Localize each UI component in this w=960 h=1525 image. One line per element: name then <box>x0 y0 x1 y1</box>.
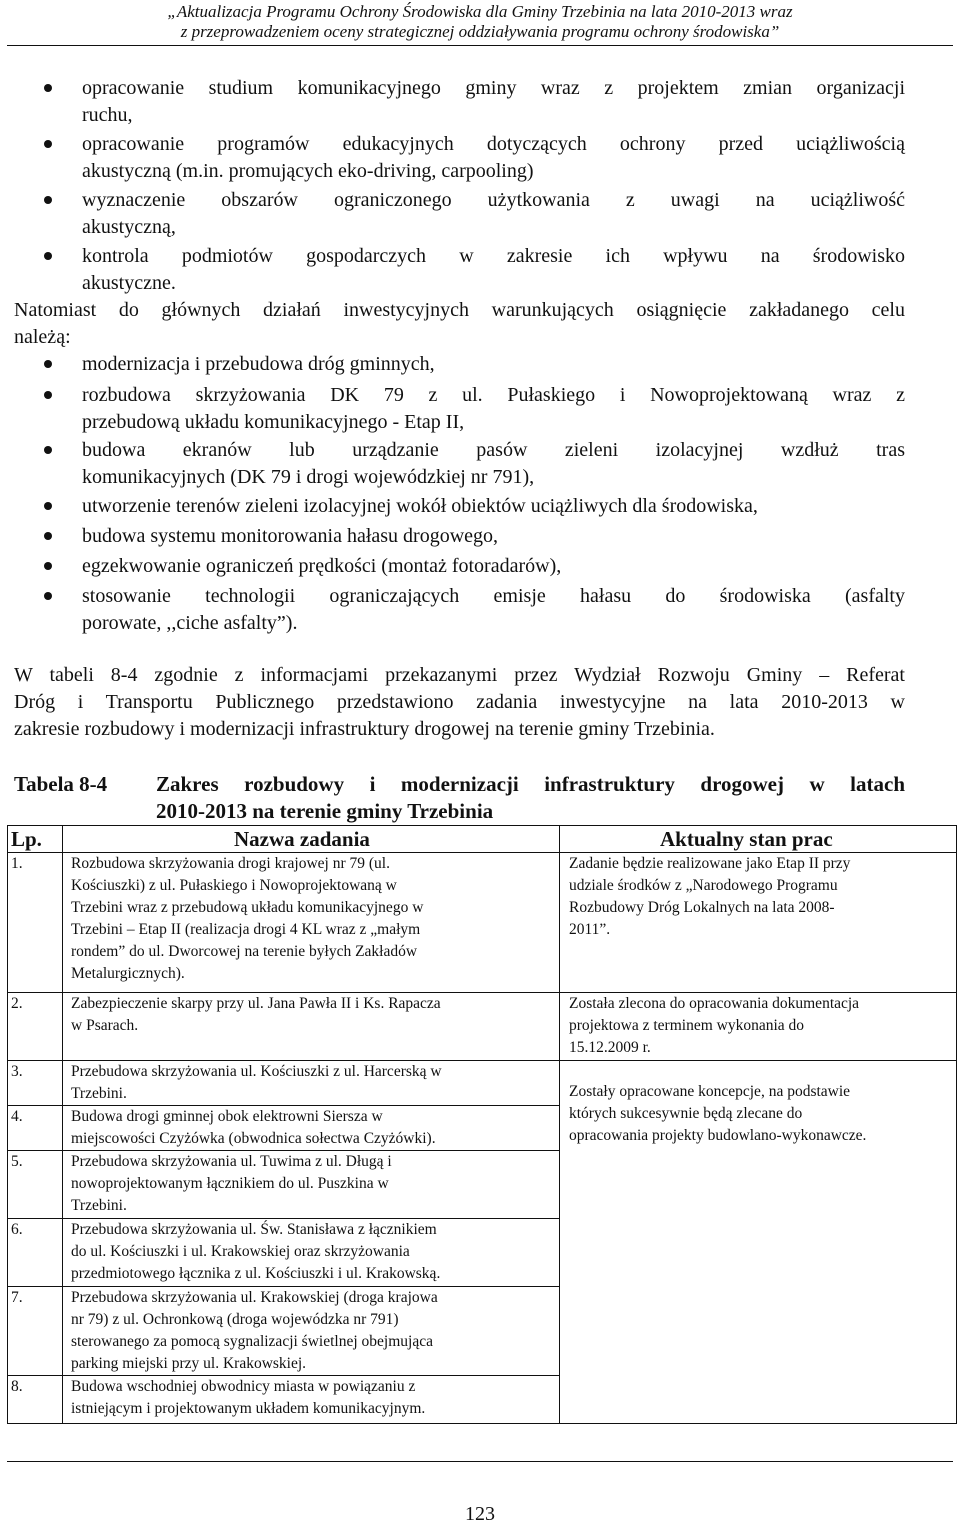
bullet-icon <box>44 446 52 454</box>
task-line: Przebudowa skrzyżowania ul. Św. Stanisława z łącznikiem <box>71 1221 437 1238</box>
row-number-text: 2. <box>11 995 23 1012</box>
task-line: Trzebini – Etap II (realizacja drogi 4 KL wraz z „małym <box>71 921 421 938</box>
bullet-icon <box>44 360 52 368</box>
page-number: 123 <box>465 1503 495 1525</box>
row-number-text: 8. <box>11 1378 23 1395</box>
task-line: Rozbudowa skrzyżowania drogi krajowej nr 79 (ul. <box>71 855 390 872</box>
row-number <box>8 853 63 993</box>
row-number-text: 7. <box>11 1289 23 1306</box>
paragraph-line: Natomiast do głównych działań inwestycyjnych warunkujących osiągnięcie zakładanego celu <box>14 299 905 321</box>
footer-rule <box>7 1461 953 1462</box>
row-number <box>8 1219 63 1287</box>
row-number <box>8 1061 63 1106</box>
list-item-line: utworzenie terenów zieleni izolacyjnej wokół obiektów uciążliwych dla środowiska, <box>82 495 758 517</box>
table-row <box>8 993 957 1061</box>
header-line-2: z przeprowadzeniem oceny strategicznej oddziaływania programu ochrony środowiska” <box>180 22 780 41</box>
row-number <box>8 1151 63 1219</box>
paragraph-line: Dróg i Transportu Publicznego przedstawiono zadania inwestycyjne na lata 2010-2013 w <box>14 691 905 713</box>
table-row <box>8 853 957 993</box>
task-cell <box>63 1061 560 1106</box>
list-item-line: akustyczną, <box>82 216 176 238</box>
table-title: Zakres rozbudowy i modernizacji infrastruktury drogowej w latach <box>156 772 905 796</box>
task-cell <box>63 1219 560 1287</box>
task-cell <box>63 853 560 993</box>
table-title: 2010-2013 na terenie gminy Trzebinia <box>156 799 494 823</box>
list-item-line: budowa systemu monitorowania hałasu drogowego, <box>82 525 499 547</box>
paragraph-line: zakresie rozbudowy i modernizacji infrastruktury drogowej na terenie gminy Trzebinia. <box>14 718 715 740</box>
list-item-line: akustyczną (m.in. promujących eko-driving, carpooling) <box>82 160 534 182</box>
paragraph-line: W tabeli 8-4 zgodnie z informacjami przekazanymi przez Wydział Rozwoju Gminy – Referat <box>14 664 905 686</box>
bullet-icon <box>44 562 52 570</box>
list-item-line: kontrola podmiotów gospodarczych w zakresie ich wpływu na środowisko <box>82 245 905 267</box>
status-cell <box>560 853 957 993</box>
task-line: do ul. Kościuszki i ul. Krakowskiej oraz skrzyżowania <box>71 1243 410 1260</box>
list-item-line: ruchu, <box>82 104 133 126</box>
list-item-line: modernizacja i przebudowa dróg gminnych, <box>82 353 435 375</box>
list-item-line: stosowanie technologii ograniczających emisje hałasu do środowiska (asfalty <box>82 585 905 607</box>
status-line: 15.12.2009 r. <box>569 1039 651 1056</box>
list-item-line: wyznaczenie obszarów ograniczonego użytkowania z uwagi na uciążliwość <box>82 189 905 211</box>
task-line: parking miejski przy ul. Krakowskiej. <box>71 1355 307 1372</box>
bullet-icon <box>44 592 52 600</box>
row-number-text: 6. <box>11 1221 23 1238</box>
status-line: Została zlecona do opracowania dokumentacja <box>569 995 860 1012</box>
status-line: 2011”. <box>569 921 611 938</box>
status-line: projektowa z terminem wykonania do <box>569 1017 805 1034</box>
task-line: Przebudowa skrzyżowania ul. Kościuszki z ul. Harcerską w <box>71 1063 442 1080</box>
column-header-task: Nazwa zadania <box>63 826 560 853</box>
task-line: Przebudowa skrzyżowania ul. Krakowskiej (droga krajowa <box>71 1289 438 1306</box>
task-line: Budowa drogi gminnej obok elektrowni Siersza w <box>71 1108 383 1125</box>
row-number <box>8 1106 63 1151</box>
task-line: Trzebini wraz z przebudową układu komunikacyjnego w <box>71 899 424 916</box>
bullet-icon <box>44 196 52 204</box>
bullet-icon <box>44 532 52 540</box>
bullet-icon <box>44 84 52 92</box>
status-line: udziale środków z „Narodowego Programu <box>569 877 838 894</box>
bullet-icon <box>44 502 52 510</box>
row-number <box>8 1376 63 1424</box>
list-item-line: porowate, ,,ciche asfalty”). <box>82 612 298 634</box>
bullet-icon <box>44 252 52 260</box>
task-line: Przebudowa skrzyżowania ul. Tuwima z ul. Długą i <box>71 1153 392 1170</box>
status-cell <box>560 1061 957 1424</box>
task-line: nowoprojektowanym łącznikiem do ul. Puszkina w <box>71 1175 389 1192</box>
status-cell <box>560 993 957 1061</box>
task-line: istniejącym i projektowanym układem komunikacyjnym. <box>71 1400 426 1417</box>
list-item-line: budowa ekranów lub urządzanie pasów zieleni izolacyjnej wzdłuż tras <box>82 439 905 461</box>
bullet-icon <box>44 140 52 148</box>
list-item-line: opracowanie studium komunikacyjnego gminy wraz z projektem zmian organizacji <box>82 77 905 99</box>
row-number <box>8 993 63 1061</box>
task-line: Metalurgicznych). <box>71 965 185 982</box>
task-line: Trzebini. <box>71 1085 127 1102</box>
list-item-line: egzekwowanie ograniczeń prędkości (montaż fotoradarów), <box>82 555 562 577</box>
task-cell <box>63 1376 560 1424</box>
column-header-status: Aktualny stan prac <box>560 826 957 853</box>
table-label: Tabela 8-4 <box>14 772 108 796</box>
row-number-text: 3. <box>11 1063 23 1080</box>
row-number-text: 4. <box>11 1108 23 1125</box>
table-header-row <box>8 826 957 853</box>
list-item-line: akustyczne. <box>82 272 176 294</box>
status-line: Zadanie będzie realizowane jako Etap II przy <box>569 855 851 872</box>
list-item-line: przebudową układu komunikacyjnego - Etap II, <box>82 411 465 433</box>
task-line: Budowa wschodniej obwodnicy miasta w powiązaniu z <box>71 1378 416 1395</box>
investment-tasks-table <box>7 825 957 1424</box>
status-line: których sukcesywnie będą zlecane do <box>569 1105 803 1122</box>
task-line: w Psarach. <box>71 1017 139 1034</box>
status-line: opracowania projekty budowlano-wykonawcze. <box>569 1127 867 1144</box>
task-line: sterowanego za pomocą sygnalizacji świetlnej obejmująca <box>71 1333 433 1350</box>
running-header <box>0 0 960 46</box>
task-line: Kościuszki) z ul. Pułaskiego i Nowoprojektowaną w <box>71 877 397 894</box>
task-cell <box>63 1106 560 1151</box>
paragraph-line: należą: <box>14 326 71 348</box>
task-line: rondem” do ul. Dworcowej na terenie byłych Zakładów <box>71 943 418 960</box>
column-header-lp: Lp. <box>8 826 63 853</box>
bullet-icon <box>44 391 52 399</box>
task-line: przedmiotowego łącznika z ul. Kościuszki i ul. Krakowską. <box>71 1265 441 1282</box>
table-row <box>8 1061 957 1106</box>
task-line: Zabezpieczenie skarpy przy ul. Jana Pawła II i Ks. Rapacza <box>71 995 441 1012</box>
row-number-text: 1. <box>11 855 23 872</box>
task-line: miejscowości Czyżówka (obwodnica sołectwa Czyżówki). <box>71 1130 436 1147</box>
status-line: Zostały opracowane koncepcje, na podstawie <box>569 1083 851 1100</box>
header-rule <box>7 45 953 46</box>
list-item-line: rozbudowa skrzyżowania DK 79 z ul. Pułaskiego i Nowoprojektowaną wraz z <box>82 384 905 406</box>
task-line: nr 79) z ul. Ochronkową (droga wojewódzka nr 791) <box>71 1311 399 1328</box>
list-item-line: komunikacyjnych (DK 79 i drogi wojewódzkiej nr 791), <box>82 466 535 488</box>
task-line: Trzebini. <box>71 1197 127 1214</box>
row-number-text: 5. <box>11 1153 23 1170</box>
list-item-line: opracowanie programów edukacyjnych dotyczących ochrony przed uciążliwością <box>82 133 905 155</box>
row-number <box>8 1287 63 1376</box>
task-cell <box>63 1151 560 1219</box>
task-cell <box>63 993 560 1061</box>
header-line-1: „Aktualizacja Programu Ochrony Środowiska dla Gminy Trzebinia na lata 2010-2013 wraz <box>167 2 793 21</box>
status-line: Rozbudowy Dróg Lokalnych na lata 2008- <box>569 899 835 916</box>
task-cell <box>63 1287 560 1376</box>
